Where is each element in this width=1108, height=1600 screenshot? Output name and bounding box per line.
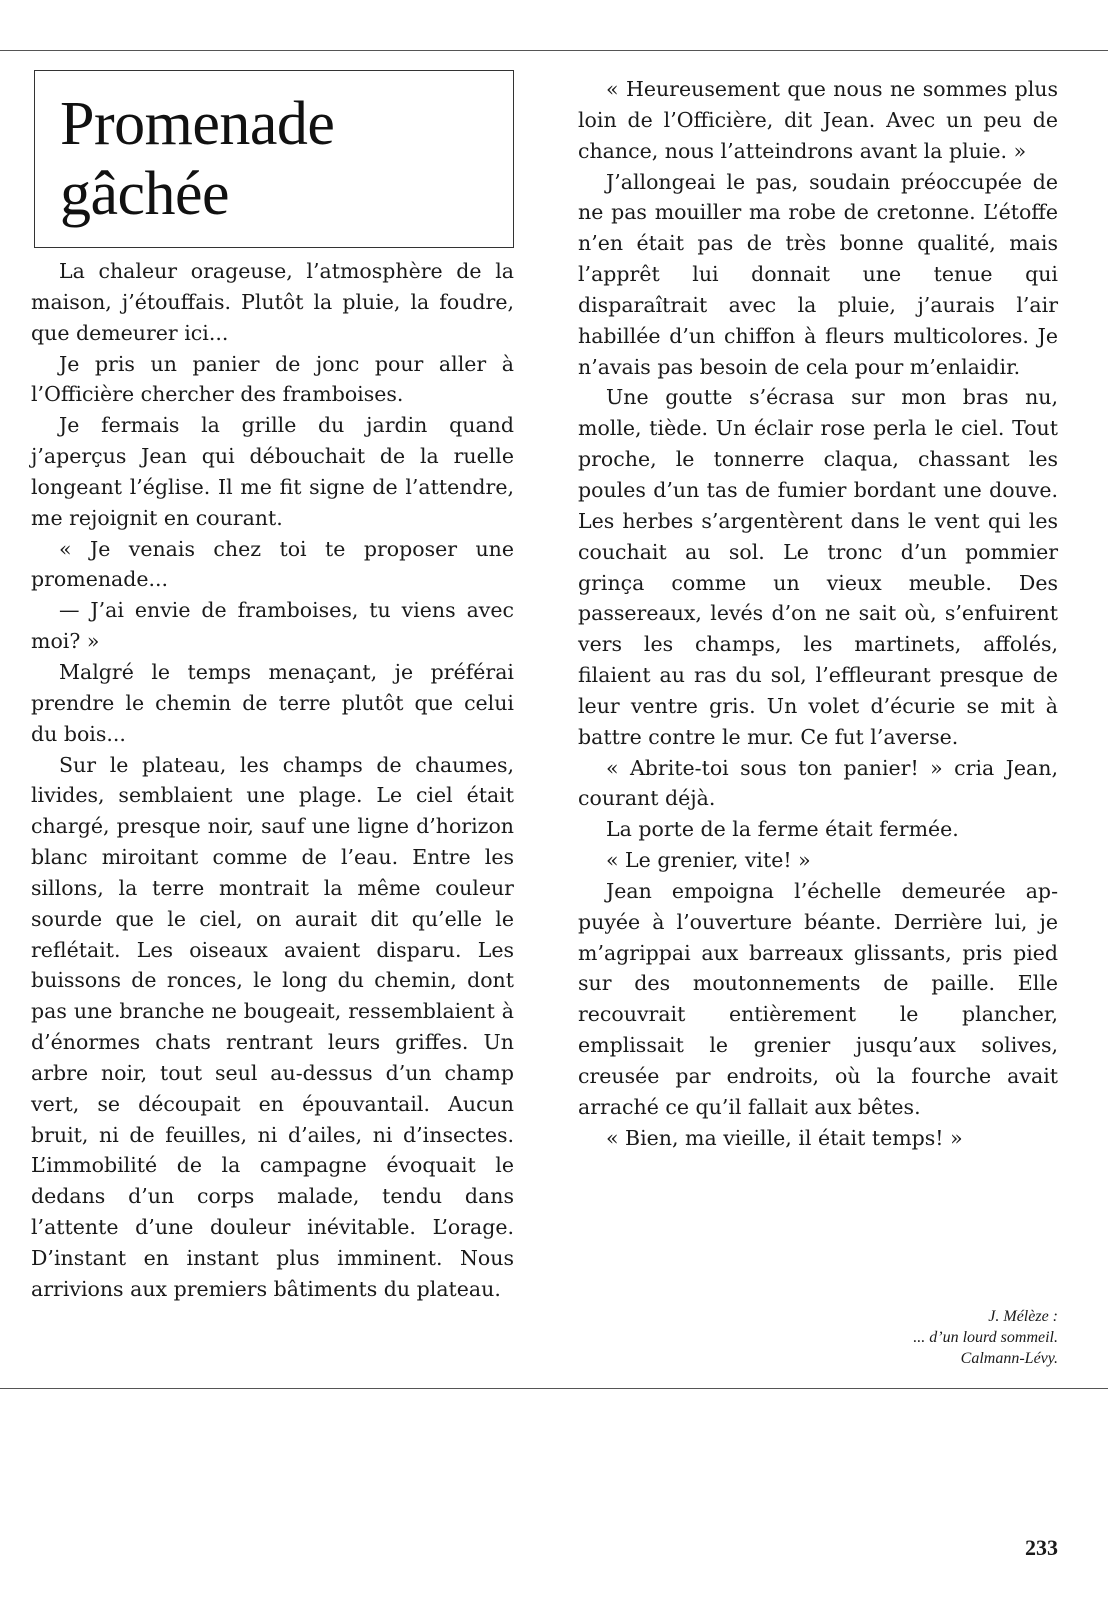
citation-author: J. Mélèze : bbox=[988, 1308, 1058, 1325]
paragraph: La chaleur orageuse, l’atmosphère de la maison, j’étouffais. Plutôt la pluie, la foudre, que demeurer ici... bbox=[31, 259, 514, 345]
paragraph: Malgré le temps menaçant, je préférai prendre le chemin de terre plutôt que celui du bois... bbox=[31, 659, 514, 746]
top-rule bbox=[0, 50, 1108, 51]
paragraph: Je pris un panier de jonc pour aller à l’Officière chercher des framboises. bbox=[31, 351, 514, 407]
citation-publisher: Calmann-Lévy. bbox=[960, 1350, 1058, 1367]
paragraph: Jean empoigna l’échelle demeurée appuyée à l’ouverture béante. Derrière lui, je m’agrippai aux barreaux glissants, pris pied sur des moutonnements de paille. Elle recouvrait entièrement le plancher, emplissait le grenier jusqu’aux solives, creusée par endroits, où la fourche avait arraché ce qu’il fallait aux bêtes. bbox=[578, 878, 1058, 1119]
paragraph: « Abrite-toi sous ton panier! » cria Jean, courant déjà. bbox=[578, 755, 1058, 811]
paragraph: — J’ai envie de framboises, tu viens avec moi? » bbox=[31, 598, 514, 654]
paragraph: La porte de la ferme était fermée. bbox=[606, 817, 959, 842]
title-line-2: gâchée bbox=[60, 160, 230, 228]
bottom-rule bbox=[0, 1388, 1108, 1389]
right-column bbox=[578, 74, 1058, 1154]
page-number: 233 bbox=[1025, 1535, 1058, 1560]
paragraph: « Je venais chez toi te proposer une promenade... bbox=[31, 536, 514, 592]
citation-work: ... d’un lourd sommeil. bbox=[913, 1329, 1058, 1346]
paragraph: Sur le plateau, les champs de chaumes, livides, semblaient une plage. Le ciel était chargé, presque noir, sauf une ligne d’horizon blanc miroitant comme de l’eau. Entre les sillons, la terre montrait la même couleur sourde que le ciel, on aurait dit qu’elle le reflétait. Les oiseaux avaient disparu. Les buissons de ronces, le long du chemin, dont pas une branche ne bougeait, ressemblaient à d’énormes chats rentrant leurs griffes. Un arbre noir, tout seul au-dessus d’un champ vert, se découpait en épouvantail. Aucun bruit, ni de feuilles, ni d’ailes, ni d’insectes. L’immobilité de la campagne évoquait le dedans d’un corps malade, tendu dans l’attente d’une douleur inévitable. L’orage. D’instant en instant plus imminent. Nous arrivions aux premiers bâtiments du plateau. bbox=[31, 752, 514, 1301]
title-box bbox=[34, 70, 514, 248]
source-citation bbox=[913, 1306, 1058, 1369]
paragraph: Une goutte s’écrasa sur mon bras nu, molle, tiède. Un éclair rose perla le ciel. Tout proche, le tonnerre claqua, chassant les poules d’un tas de fumier bordant une douve. Les herbes s’argentèrent dans le vent qui les couchait au sol. Le tronc d’un pommier grinça comme un vieux meuble. Des passereaux, levés d’on ne sait où, s’enfuirent vers les champs, les martinets, affolés, filaient au ras du sol, l’effleurant presque de leur ventre gris. Un volet d’écurie se mit à battre contre le mur. Ce fut l’averse. bbox=[578, 385, 1058, 749]
paragraph: « Le grenier, vite! » bbox=[606, 848, 811, 873]
paragraph: Je fermais la grille du jardin quand j’aperçus Jean qui débouchait de la ruelle longeant l’église. Il me fit signe de l’attendre, me rejoignit en courant. bbox=[31, 413, 514, 530]
paragraph: « Bien, ma vieille, il était temps! » bbox=[606, 1125, 963, 1150]
paragraph: « Heureusement que nous ne sommes plus loin de l’Officière, dit Jean. Avec un peu de chance, nous l’atteindrons avant la pluie. » bbox=[578, 77, 1058, 163]
paragraph: J’allongeai le pas, soudain préoccupée de ne pas mouiller ma robe de cretonne. L’étoffe n’en était pas de très bonne qualité, mais l’apprêt lui donnait une tenue qui disparaîtrait avec la pluie, j’aurais l’air habillée d’un chiffon à fleurs multicolores. Je n’avais pas besoin de cela pour m’enlaidir. bbox=[578, 169, 1058, 379]
left-column bbox=[31, 256, 514, 1305]
title-line-1: Promenade bbox=[60, 90, 335, 158]
